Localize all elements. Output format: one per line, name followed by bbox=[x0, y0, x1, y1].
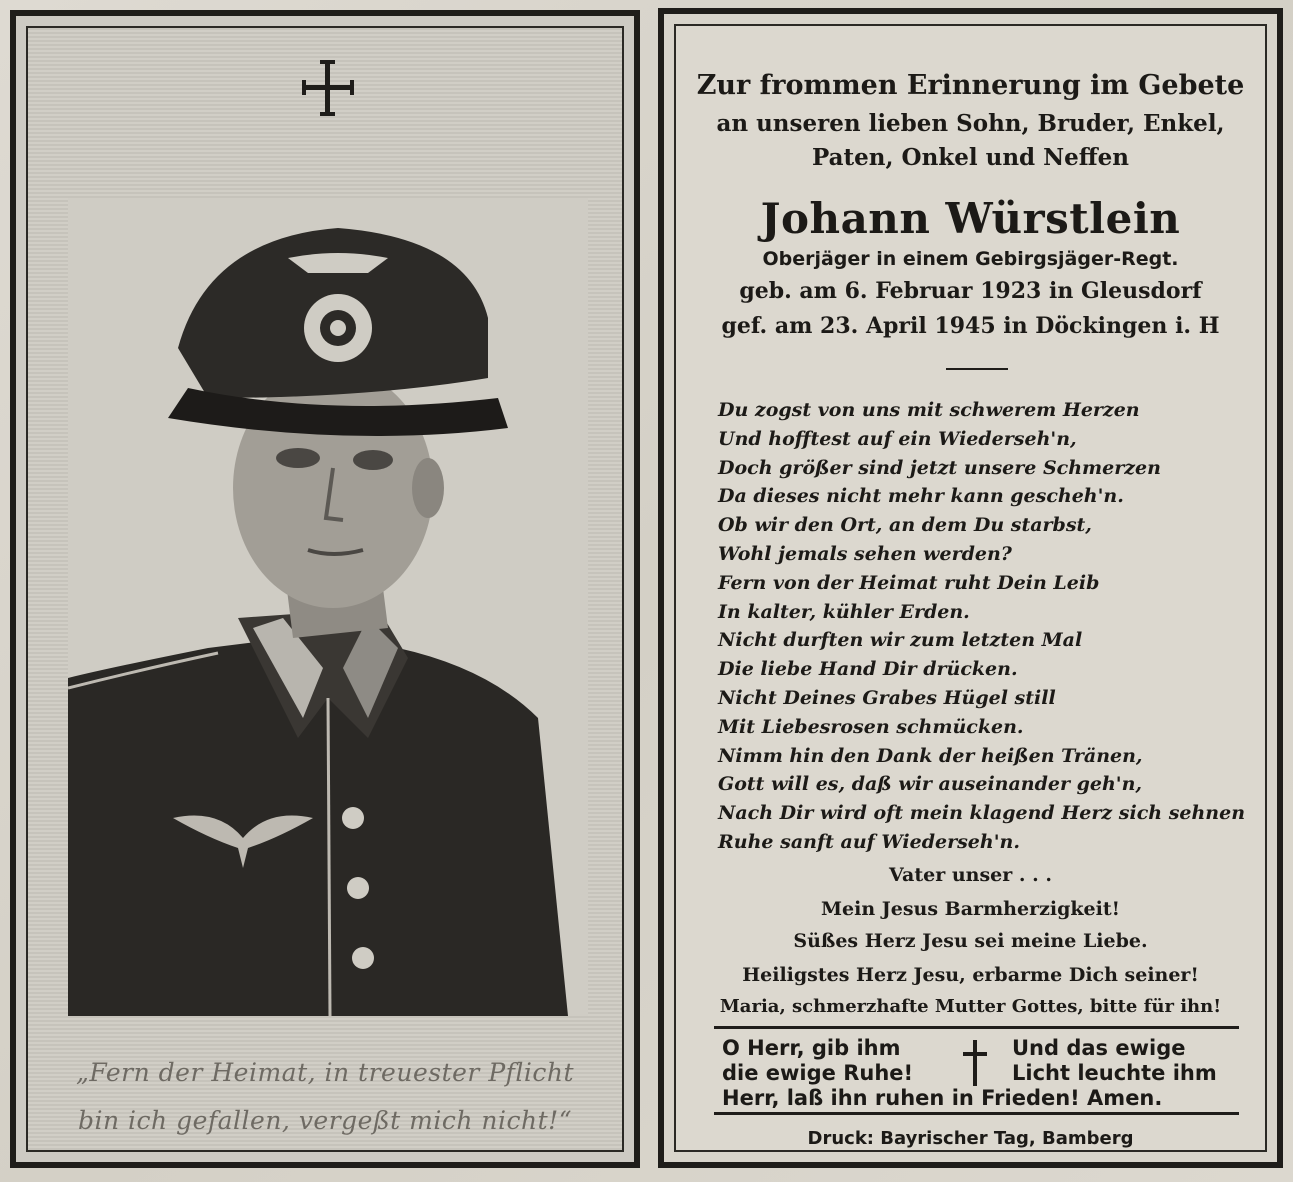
card-subheading-1: an unseren lieben Sohn, Bruder, Enkel, bbox=[716, 110, 1225, 137]
divider-short bbox=[946, 368, 1008, 370]
poem-line: Ruhe sanft auf Wiederseh'n. bbox=[718, 830, 1020, 853]
latin-cross-icon bbox=[960, 1038, 990, 1088]
poem-line: Die liebe Hand Dir drücken. bbox=[718, 658, 1018, 681]
poem-line: Doch größer sind jetzt unsere Schmerzen bbox=[718, 456, 1161, 479]
caption-line-1: „Fern der Heimat, in treuester Pflicht bbox=[75, 1058, 575, 1087]
requiem-right-line-2: Licht leuchte ihm bbox=[1012, 1061, 1217, 1085]
poem-line: Und hofftest auf ein Wiederseh'n, bbox=[718, 427, 1077, 450]
poem-line: Nicht durften wir zum letzten Mal bbox=[718, 629, 1083, 652]
prayer-holiest-heart: Heiligstes Herz Jesu, erbarme Dich seiner! bbox=[742, 964, 1199, 986]
requiem-amen-line: Herr, laß ihn ruhen in Frieden! Amen. bbox=[722, 1086, 1163, 1110]
card-subheading-2: Paten, Onkel und Neffen bbox=[811, 144, 1130, 171]
poem-line: Du zogst von uns mit schwerem Herzen bbox=[718, 399, 1140, 421]
poem-line: Wohl jemals sehen werden? bbox=[718, 542, 1012, 565]
soldier-portrait-photo bbox=[68, 198, 588, 1016]
prayer-mercy: Mein Jesus Barmherzigkeit! bbox=[821, 898, 1120, 920]
requiem-right bbox=[1012, 1036, 1272, 1086]
deceased-name: Johann Würstlein bbox=[760, 194, 1181, 243]
prayer-sacred-heart: Süßes Herz Jesu sei meine Liebe. bbox=[793, 930, 1148, 952]
requiem-right-line-1: Und das ewige bbox=[1012, 1036, 1186, 1060]
caption-line-2: bin ich gefallen, vergeßt mich nicht!“ bbox=[77, 1106, 572, 1135]
requiem-left bbox=[722, 1036, 952, 1086]
memorial-poem bbox=[718, 396, 1258, 857]
poem-line: Mit Liebesrosen schmücken. bbox=[718, 715, 1024, 738]
prayer-our-father: Vater unser . . . bbox=[889, 864, 1052, 886]
portrait-card bbox=[10, 10, 640, 1168]
poem-line: Fern von der Heimat ruht Dein Leib bbox=[718, 571, 1100, 594]
poem-line: Da dieses nicht mehr kann gescheh'n. bbox=[718, 485, 1124, 508]
poem-line: Ob wir den Ort, an dem Du starbst, bbox=[718, 514, 1092, 537]
prayer-mary: Maria, schmerzhafte Mutter Gottes, bitte für ihn! bbox=[719, 996, 1222, 1017]
iron-cross-icon bbox=[298, 58, 358, 118]
soldier-portrait-illustration bbox=[68, 198, 588, 1016]
divider-top bbox=[714, 1026, 1239, 1029]
text-card-inner bbox=[674, 24, 1267, 1152]
card-heading: Zur frommen Erinnerung im Gebete bbox=[696, 70, 1245, 101]
birth-line: geb. am 6. Februar 1923 in Gleusdorf bbox=[739, 278, 1202, 304]
text-card bbox=[658, 8, 1283, 1168]
requiem-left-line-2: die ewige Ruhe! bbox=[722, 1061, 914, 1085]
deceased-rank: Oberjäger in einem Gebirgsjäger-Regt. bbox=[762, 248, 1179, 270]
printer-credit: Druck: Bayrischer Tag, Bamberg bbox=[807, 1128, 1134, 1149]
requiem-left-line-1: O Herr, gib ihm bbox=[722, 1036, 901, 1060]
poem-line: Gott will es, daß wir auseinander geh'n, bbox=[718, 773, 1143, 796]
portrait-card-inner bbox=[26, 26, 624, 1152]
poem-line: Nimm hin den Dank der heißen Tränen, bbox=[718, 744, 1143, 767]
poem-line: Nicht Deines Grabes Hügel still bbox=[718, 686, 1056, 709]
divider-bottom bbox=[714, 1112, 1239, 1115]
death-line: gef. am 23. April 1945 in Döckingen i. H bbox=[721, 313, 1220, 339]
poem-line: Nach Dir wird oft mein klagend Herz sich sehnen bbox=[718, 802, 1246, 825]
poem-line: In kalter, kühler Erden. bbox=[718, 600, 970, 623]
